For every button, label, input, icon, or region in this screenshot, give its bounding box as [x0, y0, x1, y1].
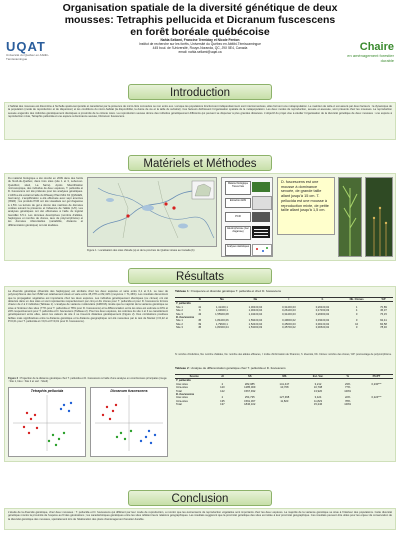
table1-cell: 1,304±0,04 [248, 309, 263, 313]
table1-title [175, 290, 393, 294]
pcoa-tetraphis-plot [8, 387, 86, 457]
table2-cell: 282,085 [244, 382, 255, 386]
tube-photo [252, 196, 272, 210]
table1-cell: 39 [198, 322, 202, 326]
table1-cell: Site 1 [176, 319, 183, 323]
table2-cell: 1846,102 [244, 403, 256, 407]
table1-group-label: T. pellucida [176, 302, 191, 306]
table1-cell: 0,173±0,03 [315, 309, 330, 313]
table2-cell: 11,823 [313, 399, 322, 403]
poster-header [0, 0, 400, 74]
pcoa-tetraphis-title: Tetraphis pellucida [30, 389, 64, 393]
table2-cell: Inter-sites [176, 382, 188, 386]
section-banner-methods: Matériels et Méthodes [128, 155, 272, 171]
table1-cell: 1,049±0,1 [215, 309, 228, 313]
table2-cell: Intra-sites [176, 386, 188, 390]
table2-cell: 120 [220, 386, 225, 390]
table2-header-cell: SS [231, 375, 268, 379]
table1-cell: Site 3 [176, 326, 183, 330]
email-line: email: nahla.sellami@uqat.ca [178, 50, 222, 55]
table1-cell: 92,41 [380, 319, 387, 323]
table1-cell: 45 [198, 326, 202, 330]
pcr-machine-photo [252, 212, 270, 222]
table1-cell: 1,844±0,06 [215, 319, 229, 323]
pcoa-tetraphis-chart [9, 393, 85, 453]
table1-cell: 78,46 [380, 326, 387, 330]
table2-cell: 1567,932 [244, 389, 256, 393]
table1-cell: 0,496±0,02 [282, 319, 296, 323]
table1-cell: 43 [198, 312, 202, 316]
table1-cell: 4 [355, 309, 358, 313]
table1-cell: 0 [355, 312, 358, 316]
table1-group-label: D. fuscescens [176, 316, 195, 320]
uqat-logo [6, 40, 56, 62]
methods-text: Du matériel biologique a été récolté en 2009 dans des forêts du Nord-du-Québec, dans trois sites (site 1 et 3, Lebel-sur-Quévillon; site2, La Sarre). Après l'identification microscopique, des individus de deux espèces, T. pellucida et D. fuscescens ont été prélevés pour les analyses génétiques. L'ADN a été extrait à l'aide du DNeasy Plant Mini Kit (QIAGEN, Germany). L'amplification a été effectuée avec sept amorces (ISSR) ; les produits PCR ont été visualisés sur gel d'agarose à 1,5%. La lecture de gel a donné des matrices de données codées suivant la présence et l'absence de l'allèle (1/0). Les analyses génétiques ont été effectuées à l'aide du logiciel GenAlEx 6.5.1. Les données descriptives (nombre d'allèles, haplotypes et nombre de clones, taux de polymorphisme) et les données inférentielles (variabilité, distance et différenciation génétique) ont été étudiées. [8, 177, 83, 227]
table2-cell: Total [176, 403, 182, 407]
section-banner-introduction: Introduction [128, 84, 272, 100]
table1-header-cell: Ne [239, 298, 273, 302]
table1-cell: 41 [198, 305, 202, 309]
table2-cell: 10,708 [313, 386, 323, 390]
table1-cell: Site 2 [176, 309, 183, 313]
table1-cell: 8 [198, 309, 201, 313]
chaire-logo-text: Chaire [359, 41, 394, 53]
workflow-step-electrophoresis: Electrophorèse (Gel d'agarose) [225, 226, 251, 240]
table2-cell: 1591,367 [244, 399, 256, 403]
table1-header-cell: h [306, 298, 340, 302]
table1-cell: 1,414±0,1 [215, 305, 228, 309]
table1-cell: 84,58 [380, 322, 387, 326]
table1-cell: 70,89 [380, 305, 387, 309]
table2-cell: Intra-sites [176, 399, 188, 403]
table2 [175, 374, 393, 407]
table1-cell: 0,457±0,02 [282, 326, 296, 330]
poster-title: Organisation spatiale de la diversité génétique de deux mousses: Tetraphis pellucida et Dicranum fuscescens en forêt boréale québécoise [62, 2, 338, 38]
gel-photo [252, 226, 270, 238]
table2-cell [268, 403, 301, 406]
table2-header-cell: PhiPT [360, 375, 393, 379]
authors-line: Nahla Sellami, Francine Tremblay et Nicole Fenton [160, 38, 240, 42]
pcoa-dicranum-chart [91, 393, 167, 453]
map-caption: Figure 1 : Localisation des sites d'étude (a) et de la province de Québec située au Canada (b) [87, 249, 195, 252]
chaire-logo-subtext: en aménagement forestier durable [347, 53, 394, 63]
affiliation-line: Institut de recherche sur les forêts, Université du Québec en Abitibi-Témiscamingue [139, 42, 261, 47]
author-block [70, 38, 330, 54]
table1-header-cell: Nb. Clones [339, 298, 374, 302]
workflow-step-statistics: Analyses statistiques [225, 244, 251, 256]
workflow-diagram [221, 177, 273, 257]
table2-cell: 22% [344, 396, 351, 400]
table2-title [175, 367, 393, 371]
table2-cell: 100% [344, 389, 352, 393]
table1-cell: Site 1 [176, 305, 183, 309]
table1-note: N: nombre d'individus, Na: nombre d'allèles, Ne: nombre des allèles efficaces, I: indice d'information de Shannon, h: diversité, Nb. Clones: nombre des clones, %P: pourcentage de polymorphisme. [175, 353, 392, 356]
table2-cell [360, 403, 393, 406]
table2-title-text: Analyse de différenciation génétique chez T. pellucida et D. fuscescens [191, 366, 286, 370]
table2-cell: 3,424 [314, 396, 322, 400]
dicranum-graphic [339, 178, 361, 256]
study-area-map [87, 177, 217, 247]
table1-cell: 0 [355, 319, 358, 323]
table1-row [175, 326, 393, 329]
table2-cell: 78% [344, 399, 351, 403]
stats-plot-thumb [252, 244, 272, 256]
table2-cell: 0,224*** [371, 396, 382, 400]
conclusion-panel [4, 508, 396, 530]
introduction-panel [4, 102, 396, 140]
table1-cell: 0,261±0,03 [282, 309, 296, 313]
table2-cell: 77% [344, 386, 351, 390]
workflow-step-material: Matériel biologique Tissus frais [225, 181, 251, 195]
section-banner-results: Résultats [128, 268, 272, 284]
table2-cell: 0,230*** [371, 382, 382, 386]
table1-cell: 0,209±0,02 [315, 312, 330, 316]
table1-cell: 1,594±0,04 [248, 319, 263, 323]
table2-header-cell: MS [268, 375, 301, 379]
table1-cell: 0,301±0,02 [315, 322, 330, 326]
figure2-caption-text: Projection de la distance génétique chez T. pellucida et D. fuscescens à l'aide d'une analyse en coordonnées principales (rouge : Site 1, bleu : Site 2 et vert : Site3) [8, 377, 167, 384]
table2-cell: 15,246 [313, 403, 323, 407]
table1-header-cell: %P [374, 298, 393, 302]
table2-cell: 254,735 [244, 396, 255, 400]
table1-cell: 76,15 [380, 312, 387, 316]
moss-sample-photo [252, 182, 270, 192]
table2-cell: 122 [220, 389, 225, 393]
results-panel [4, 286, 396, 462]
address-line: 445 boul. de l'Université, Rouyn-Noranda, QC, J9X 5E4, Canada [152, 46, 248, 51]
uqat-logo-text: UQAT [6, 39, 46, 54]
table1-cell: 45 [198, 319, 202, 323]
table2-title-label: Tableau 2 : [175, 366, 191, 370]
table1-cell: 0 [355, 326, 358, 330]
table1-cell: 1,304±0,04 [248, 305, 263, 309]
figure2-caption-label: Figure 2 : [8, 377, 20, 380]
table2-header-cell: dl [213, 375, 231, 379]
pcoa-dicranum-plot [90, 387, 168, 457]
table2-group-label: D. fuscescens [176, 393, 195, 397]
dicranum-photo [338, 177, 362, 257]
table1-title-text: Fréquence et diversité génétique T. pellucida et chez D. fuscescens [191, 289, 281, 293]
map-graphic [88, 178, 216, 246]
table2-cell: Total [176, 389, 182, 393]
tetraphis-graphic [366, 178, 392, 256]
table1-cell: Site 3 [176, 312, 183, 316]
table1-cell: 0,334±0,02 [315, 319, 330, 323]
table1-cell: 10 [355, 322, 359, 326]
table2-cell: 23% [344, 382, 351, 386]
table2-row [175, 403, 393, 406]
table2-cell: 135 [220, 399, 225, 403]
table2-cell: 137 [220, 403, 225, 407]
section-banner-conclusion: Conclusion [128, 490, 272, 506]
table2-header-cell: Source [175, 375, 213, 379]
table1-cell: Site 2 [176, 322, 183, 326]
table1-cell: 45,37 [380, 309, 387, 313]
workflow-step-pcr: PCR [225, 212, 251, 222]
table1-cell: 1,344±0,04 [248, 312, 263, 316]
table2-cell: 127,368 [279, 396, 290, 400]
table1-cell: 0,314±0,03 [282, 312, 296, 316]
uqat-logo-subtext: Université du Québec en Abitibi-Témiscamingue [6, 53, 49, 61]
tetraphis-photo [365, 177, 393, 257]
table2-header-cell: % [335, 375, 360, 379]
table2-cell: 3,212 [314, 382, 322, 386]
table2-cell: Inter-sites [176, 396, 188, 400]
species-description-box: D. fuscescens est une mousse à dominance sexuée, de grande taille allant jusqu'à 15 cm. T. pellucida est une mousse à reproduction mixte, de petite taille allant jusqu'à 1,5 cm. [277, 177, 335, 235]
table1-cell: 1,559±0,08 [215, 312, 229, 316]
table2-group-label: T. pellucida [176, 379, 191, 383]
table1 [175, 297, 393, 330]
table1-cell: 1 [355, 305, 358, 309]
results-text: La diversité génétique (diversité des haplotypes) est similaire chez les deux espèces et varie entre 0,1 et 0,4. Le taux de polymorphisme des loci ISSR est relativement élevé et varie entre 45,37% et 82,41% (moyenne = 71,46%). Les résultats démontrent que la propagation végétative est importante chez les deux espèces. Les individus génétiquement identiques (ou clones) ont été détectés dans un des sites et sont représentés respectivement par cinq et dix clones pour T. pellucida et pour D. fuscescens formés chacun de 2 à 3 individus (Tableau 1). L'analyse de variance moléculaire (AMOVA) révèle que la majorité de la variance génétique se situe à l'intérieur des sites (77% pour T. pellucida et 78% pour D. fuscescens) et la différenciation entre les sites est estimée à 23% et 22% respectivement pour T. pellucida et D. fuscescens (Tableau 2). Pour les deux espèces, les colonies du site 1 et 3 se caractérisent génétiquement entre elles, selon les valeurs de site 2 se trouvent distantes génétiquement (Figure 2). Des corrélations positives faibles mais significatives entre la distance génétique et la distance géographique ont été mesurées par le test de Mantel (r=0,22 et P=0,01 pour T. pellucida et r=0,6 et P=0,01 pour D. fuscescens). [8, 290, 168, 324]
table1-cell: 1,530±0,03 [248, 326, 263, 330]
table1-cell: 0,306±0,02 [315, 326, 330, 330]
conclusion-text: L'étude de la diversité génétique, chez deux mousses : T. pellucida et D. fuscescens qui diffèrent par leur mode de reproduction, a montré que les événements de reproduction végétative sont importants chez les deux espèces. La majorité de la variance génétique se situe à l'intérieur des populations. Cette diversité génétique montre la proximité de l'espèce au fil des générations ; les caractéristiques génétiques entre les sites reflètent leurs relations géographiques. Les résultats suggèrent que la proximité génétique des sites est reliée à leur proximité géographique. Ces résultats peuvent être utiles pour les enjeux de conservation de la diversité génétique des mousses, spécialement lors de l'élaboration des plans d'aménagement forestier durable. [8, 511, 392, 521]
methods-panel [4, 173, 396, 261]
table1-header-cell: N [194, 298, 205, 302]
workflow-step-extraction: Extraction ADN [225, 198, 251, 208]
table1-title-label: Tableau 1 : [175, 289, 191, 293]
chaire-logo [338, 42, 394, 63]
table2-cell: 100% [344, 403, 352, 407]
table2-header-cell: Est. Var. [301, 375, 336, 379]
table1-cell: 1,524±0,04 [248, 322, 263, 326]
table2-cell: 10,708 [280, 386, 289, 390]
table1-cell: 1,796±0,1 [215, 322, 228, 326]
table2-cell: 1285,009 [244, 386, 256, 390]
figure2-caption [8, 377, 168, 383]
table2-cell: 2 [221, 396, 224, 400]
table1-cell: 0,204±0,02 [315, 305, 330, 309]
table1-cell: 0,314±0,03 [282, 305, 296, 309]
table1-cell: 0,450±0,03 [282, 322, 296, 326]
table1-header-cell: Na [205, 298, 239, 302]
introduction-text: L'habitat des mousses est discontinu à l'échelle spatio-temporelle et caractérisé par la présence de micro-îlots connectés ou non entre eux. Lorsque les populations fonctionnent indépendamment sont interconnectées, elles forment une métapopulation. Le maintien de celle-ci est assuré par deux facteurs : la dynamique de la population (mode de reproduction et de dispersion) et les conditions du micro-habitat (la disponibilité, la durée de vie et la taille du substrat). Ces facteurs définissent l'organisation spatiale de la métapopulation. Les deux modes de reproduction, sexuée et asexuée, sont présents chez les mousses. La reproduction sexuée engendre des individus génétiquement identiques à proximité de la colonie mère. La reproduction sexuée donne des individus génétiquement différents qui peuvent se disperser à plus grandes distances. L'objectif du projet vise à étudier l'organisation de la diversité génétique de deux mousses : une espèce à reproduction mixte, Tetraphis pellucida et une espèce à dominance sexuée, Dicranum fuscescens. [8, 105, 392, 119]
table2-cell: 13,920 [313, 389, 323, 393]
table1-cell: 1,833±0,04 [215, 326, 229, 330]
table2-cell: 141,447 [279, 382, 290, 386]
table2-cell: 11,823 [280, 399, 289, 403]
pcoa-dicranum-title: Dicranum fuscescens [110, 389, 148, 393]
table2-cell: 2 [221, 382, 224, 386]
table1-header-cell: I [272, 298, 306, 302]
